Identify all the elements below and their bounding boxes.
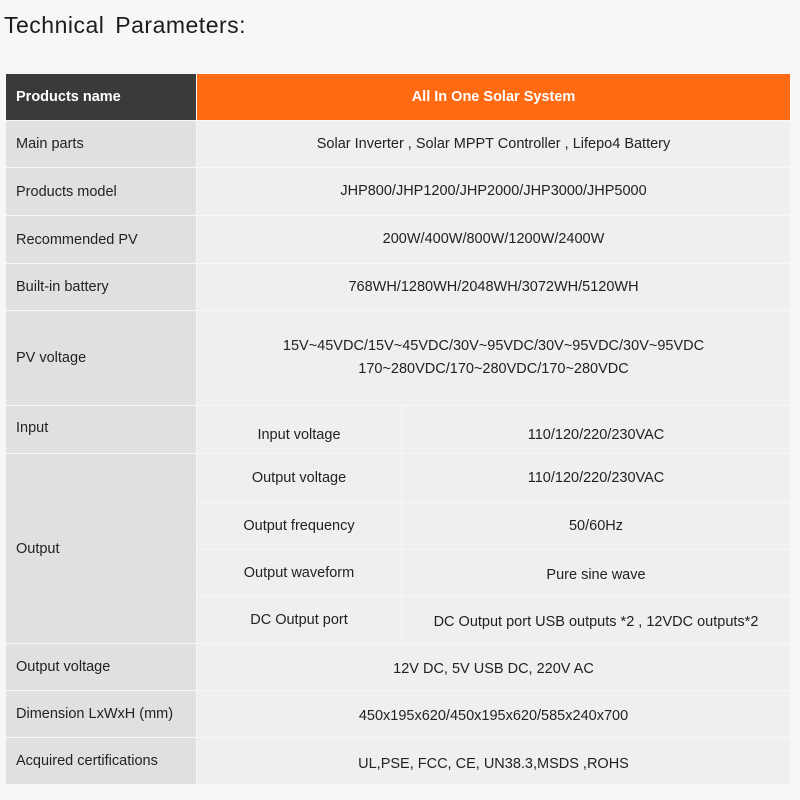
dc-output-port-label: DC Output port — [197, 597, 401, 643]
output-waveform-label: Output waveform — [197, 550, 401, 596]
output-voltage-value: 110/120/220/230VAC — [402, 454, 790, 502]
header-products-name: Products name — [6, 74, 196, 120]
row-label-recommended-pv: Recommended PV — [6, 216, 196, 263]
input-voltage-label: Input voltage — [197, 406, 401, 453]
row-value-main-parts: Solar Inverter , Solar MPPT Controller , Lifepo4 Battery — [197, 121, 790, 167]
output-waveform-value: Pure sine wave — [402, 550, 790, 596]
row-value-recommended-pv: 200W/400W/800W/1200W/2400W — [197, 216, 790, 263]
pv-voltage-line-2: 170~280VDC/170~280VDC/170~280VDC — [358, 361, 629, 377]
input-voltage-value: 110/120/220/230VAC — [402, 406, 790, 453]
page-title: Technical Parameters: — [4, 12, 247, 38]
row-value-products-model: JHP800/JHP1200/JHP2000/JHP3000/JHP5000 — [197, 168, 790, 215]
dc-output-port-value: DC Output port USB outputs *2 , 12VDC outputs*2 — [402, 597, 790, 643]
row-value-certifications: UL,PSE, FCC, CE, UN38.3,MSDS ,ROHS — [197, 738, 790, 784]
output-frequency-label: Output frequency — [197, 503, 401, 549]
row-value-pv-voltage — [197, 311, 790, 405]
row-label-main-parts: Main parts — [6, 121, 196, 167]
row-label-pv-voltage: PV voltage — [6, 311, 196, 405]
row-label-output: Output — [6, 454, 196, 643]
row-value-output-voltage: 12V DC, 5V USB DC, 220V AC — [197, 644, 790, 690]
row-value-dimension: 450x195x620/450x195x620/585x240x700 — [197, 691, 790, 737]
pv-voltage-line-1: 15V~45VDC/15V~45VDC/30V~95VDC/30V~95VDC/30V~95VDC — [282, 338, 705, 354]
row-label-products-model: Products model — [6, 168, 196, 215]
row-label-built-in-battery: Built-in battery — [6, 264, 196, 310]
row-label-dimension: Dimension LxWxH (mm) — [6, 691, 196, 737]
row-label-certifications: Acquired certifications — [6, 738, 196, 784]
row-value-built-in-battery: 768WH/1280WH/2048WH/3072WH/5120WH — [197, 264, 790, 310]
output-frequency-value: 50/60Hz — [402, 503, 790, 549]
row-label-input: Input — [6, 406, 196, 453]
row-label-output-voltage: Output voltage — [6, 644, 196, 690]
output-voltage-label: Output voltage — [197, 454, 401, 502]
header-product-title: All In One Solar System — [197, 74, 790, 120]
